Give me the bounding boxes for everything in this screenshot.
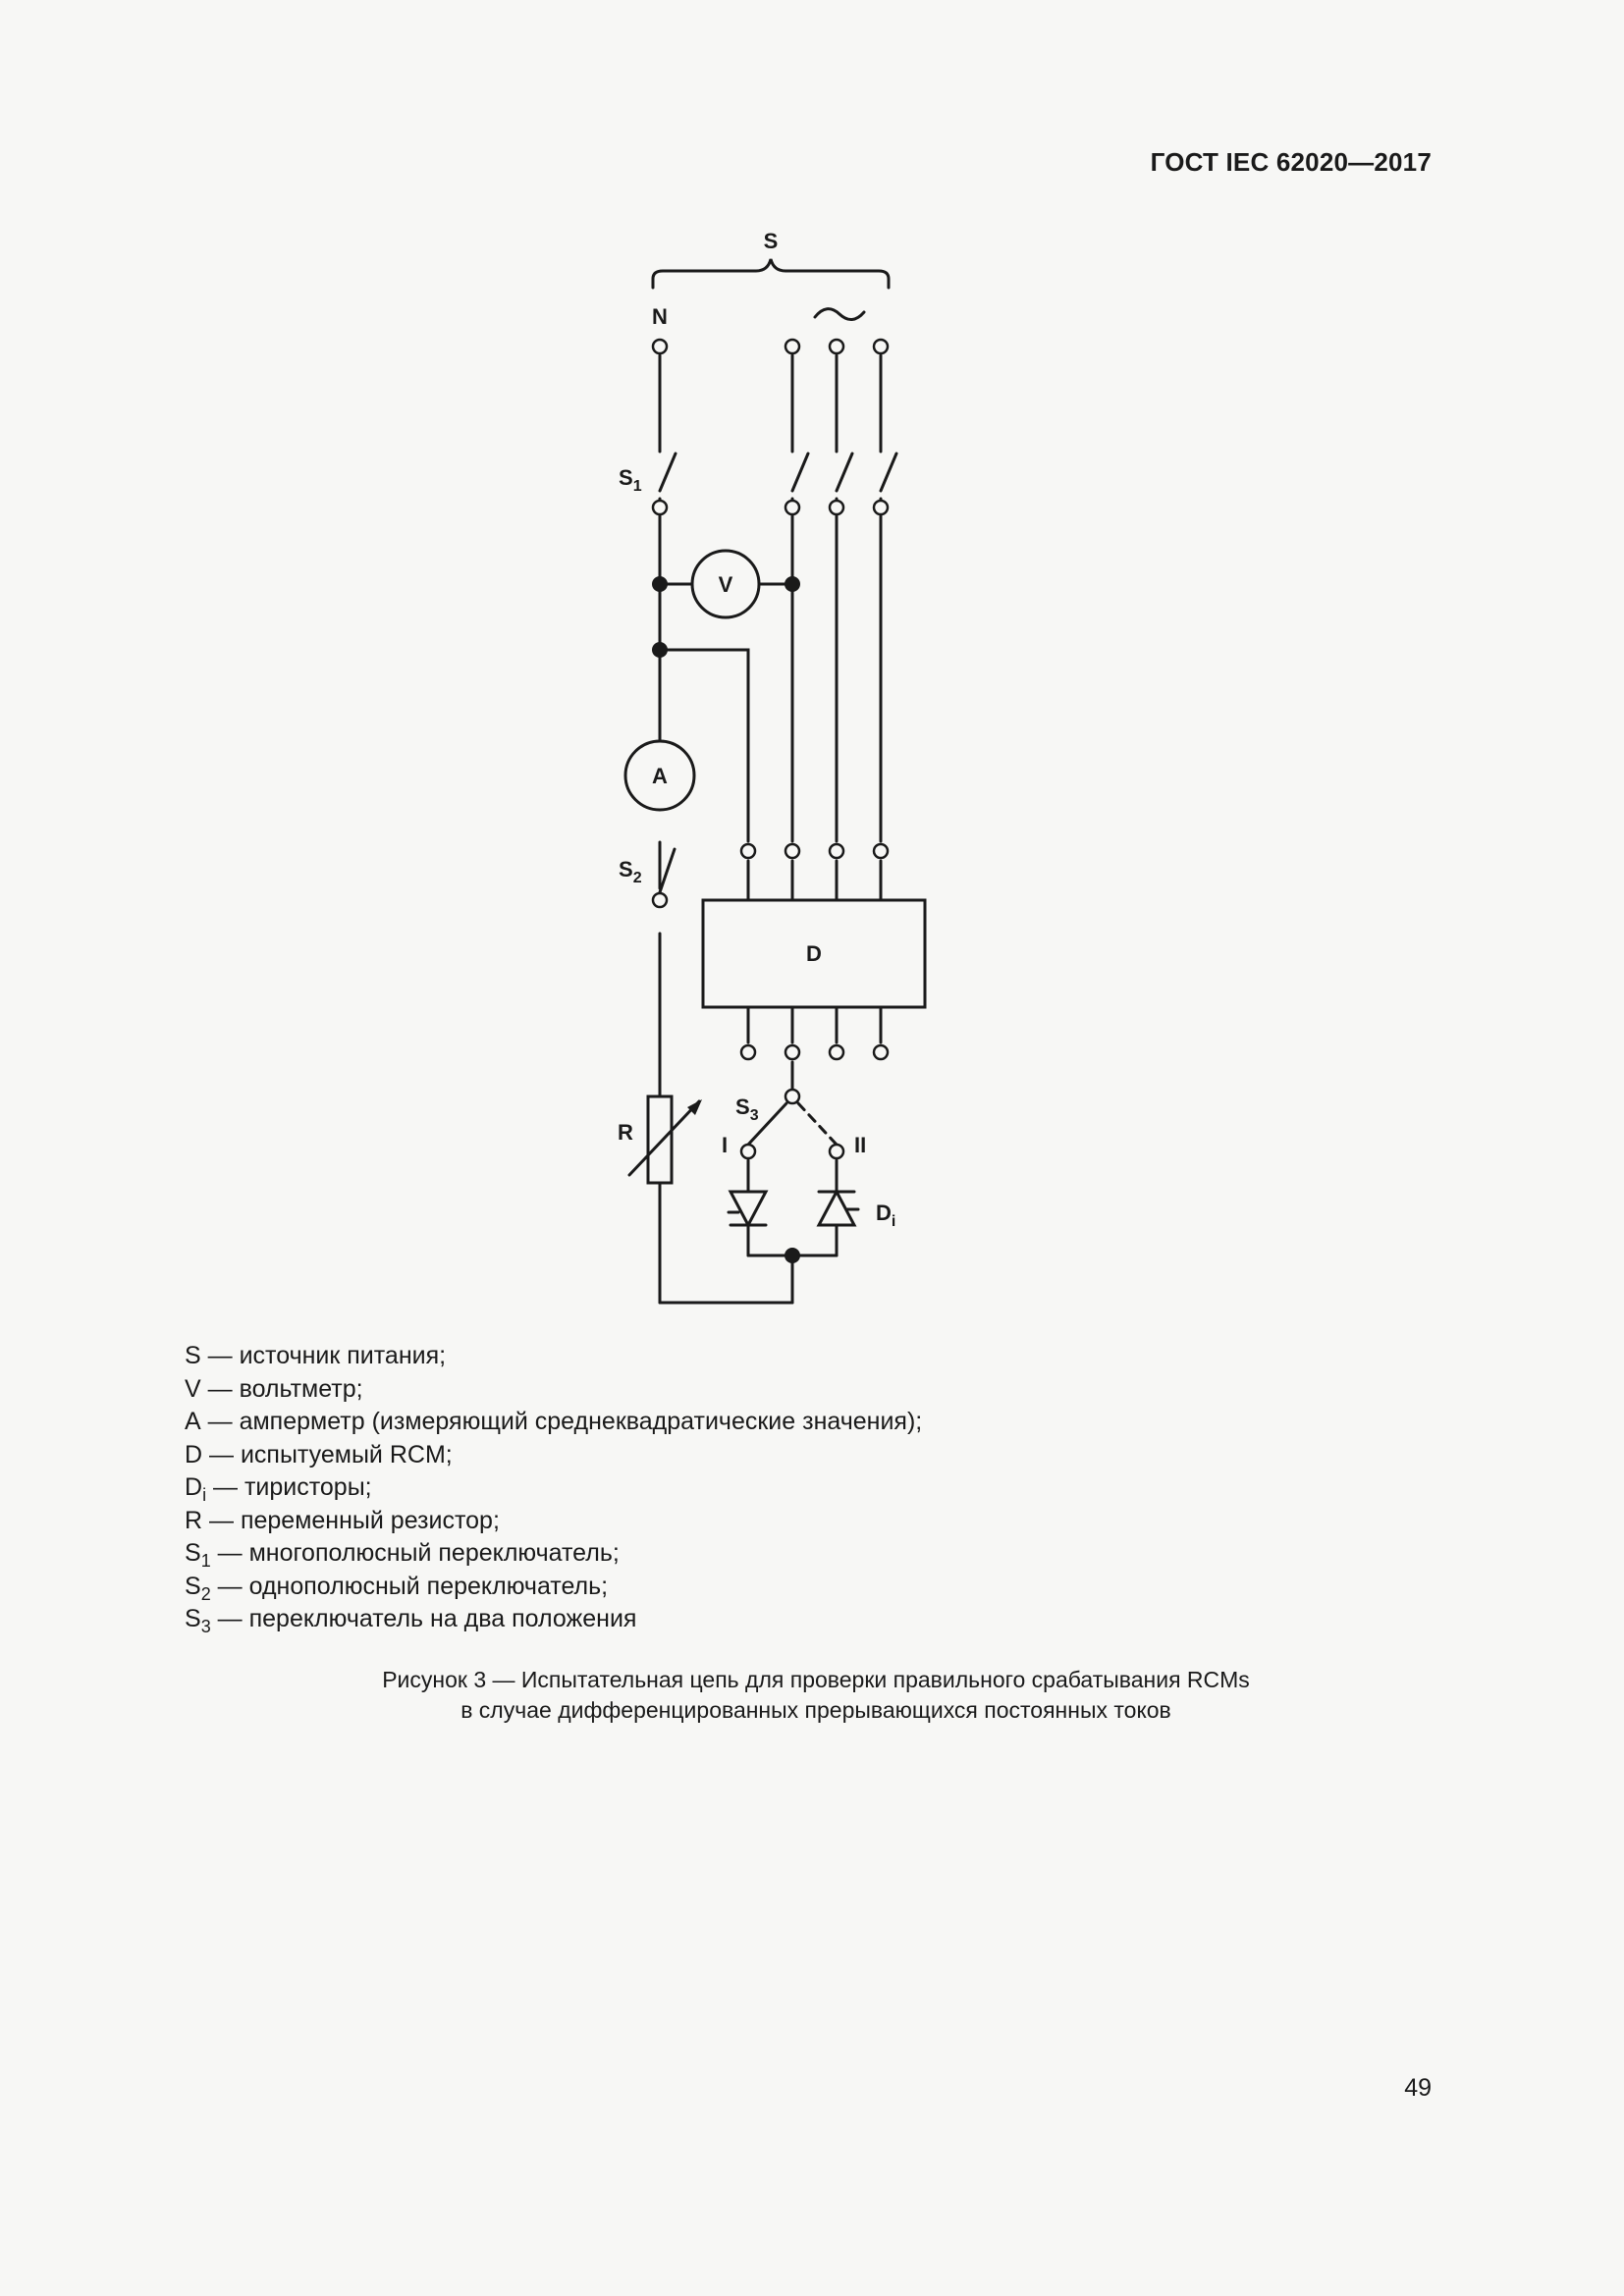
ac-symbol [815,309,864,320]
page-number: 49 [1404,2074,1432,2102]
label-neutral: N [652,304,668,329]
label-source: S [763,229,779,253]
standard-code-header: ГОСТ IEC 62020—2017 [1150,147,1432,177]
label-position-i: I [722,1133,729,1157]
legend-item: S — источник питания; [185,1342,447,1369]
thyristor-i-symbol [731,1192,766,1225]
label-s1: $S_1$ [619,465,642,495]
variable-resistor-body [648,1096,672,1183]
label-voltmeter: V [718,572,733,597]
legend-list [185,1340,922,1636]
label-s3: $S_3$ [735,1095,759,1124]
legend-item: A — амперметр (измеряющий среднеквадратические значения); [185,1408,923,1435]
source-brace [653,259,889,288]
legend-item: D — испытуемый RCM; [185,1440,453,1468]
label-resistor: R [618,1120,633,1145]
terminal-l2-top [830,340,843,353]
terminal-n-top [653,340,667,353]
switch-s2-blade [660,849,675,892]
terminal-l3-top [874,340,888,353]
variable-resistor-arrow [629,1101,699,1175]
legend-item: $D_i$ — тиристоры; [185,1473,372,1505]
legend-item: V — вольтметр; [185,1374,363,1403]
switch-s1-blade-2 [837,454,852,491]
legend-item: R — переменный резистор; [185,1506,500,1534]
switch-s1-blade-3 [881,454,896,491]
switch-s1-blade-n [660,454,676,491]
switch-s1-blade-1 [792,454,808,491]
terminal-l1-top [785,340,799,353]
label-position-ii: II [854,1133,867,1157]
label-device: D [806,941,822,966]
figure-caption-line-2: в случае дифференцированных прерывающихся постоянных токов [460,1697,1171,1723]
legend-item: $S_2$ — однополюсный переключатель; [185,1572,609,1604]
legend-item: $S_3$ — переключатель на два положения [185,1605,637,1636]
switch-s3-dashed-position [798,1103,837,1145]
figure-caption [0,1665,1624,1726]
label-ammeter: A [652,764,668,788]
label-s2: $S_2$ [619,857,642,886]
legend-item: $S_1$ — многополюсный переключатель; [185,1539,620,1571]
label-thyristors: $D_i$ [876,1201,896,1230]
figure-caption-line-1: Рисунок 3 — Испытательная цепь для проверки правильного срабатывания RCMs [382,1667,1250,1692]
